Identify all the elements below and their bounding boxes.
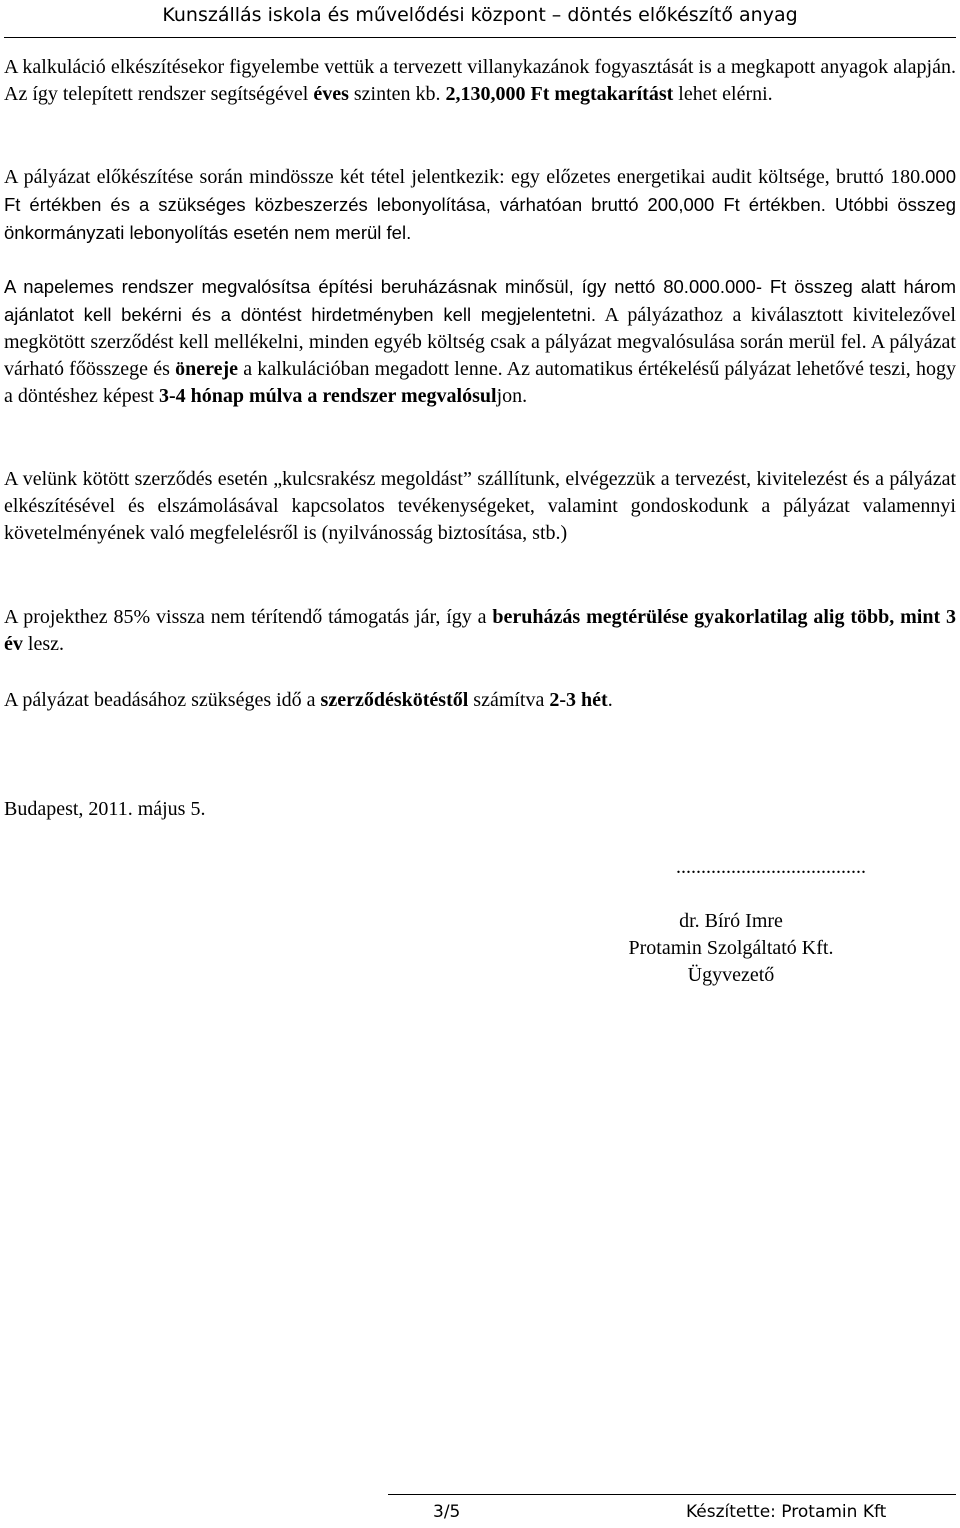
bold-run: 2-3 hét	[549, 689, 608, 711]
paragraph-turnkey	[4, 466, 956, 547]
paragraph-preparation-costs	[4, 163, 956, 247]
text-run: lehet elérni.	[673, 83, 773, 105]
text-run: .	[607, 689, 613, 711]
header-divider	[4, 37, 956, 38]
text-run: A pályázat előkészítése során mindössze két tétel jelentkezik: egy előzetes energetikai audit költsége, bruttó 180.	[4, 166, 926, 188]
signatory-role: Ügyvezető	[687, 964, 775, 986]
footer-divider	[388, 1494, 956, 1495]
bold-run: 3-4 hónap múlva a rendszer megvalósul	[158, 385, 497, 407]
text-run: jon.	[496, 385, 528, 407]
signature-line	[604, 854, 866, 881]
text-run: A napelemes rendszer megvalósítsa építési beruházásnak minősül, így nettó 80.000.000- Ft összeg alatt három ajánlatot kell bekérni és a döntést hirdetményben kell megjelentetni.	[4, 276, 956, 325]
bold-run: önereje	[175, 358, 239, 380]
paragraph-payback	[4, 604, 956, 658]
bold-run: szerződéskötéstől	[320, 689, 469, 711]
signature-dots: ......................................	[676, 856, 866, 878]
text-run: A kalkuláció elkészítésekor figyelembe vettük a tervezett villanykazánok fogyasztását is a megkapott anyagok alapján. Az így telepített rendszer segítségével	[4, 56, 956, 105]
page-number: 3/5	[433, 1502, 461, 1522]
signatory-name: dr. Bíró Imre	[679, 910, 783, 932]
text-run: A pályázathoz a kiválasztott kivitelezővel megkötött szerződést kell mellékelni, minden egyéb költség csak a pályázat megvalósulása során merül fel. A pályázat várható főösszege és	[4, 304, 956, 380]
place-and-date: Budapest, 2011. május 5.	[4, 798, 206, 820]
bold-run: 2,130,000 Ft megtakarítást	[445, 83, 674, 105]
bold-run: éves	[313, 83, 349, 105]
text-run: szinten kb.	[348, 83, 446, 105]
paragraph-procurement	[4, 273, 956, 410]
text-run: A pályázat beadásához szükséges idő a	[4, 689, 321, 711]
header-title: Kunszállás iskola és művelődési központ – döntés előkészítő anyag	[162, 4, 798, 26]
paragraph-submission-time	[4, 687, 956, 714]
text-run: lesz.	[22, 633, 64, 655]
signatory-company: Protamin Szolgáltató Kft.	[628, 937, 834, 959]
signatory-block	[600, 908, 862, 989]
bold-run: beruházás megtérülése gyakorlatilag alig több, mint 3 év	[4, 606, 957, 655]
running-header	[0, 0, 960, 28]
text-run: 000 Ft értékben és a szükséges közbeszerzés lebonyolítása, várhatóan bruttó 200,000 Ft értékben. Utóbbi összeg önkormányzati lebonyolítás esetén nem merül fel.	[4, 166, 956, 243]
text-run: számítva	[468, 689, 550, 711]
text-run: a kalkulációban megadott lenne. Az automatikus értékelésű pályázat lehetővé teszi, hogy a döntéshez képest	[4, 358, 956, 407]
paragraph-savings	[4, 54, 956, 108]
text-run: A projekthez 85% vissza nem térítendő támogatás jár, így a	[4, 606, 493, 628]
footer-author: Készítette: Protamin Kft	[686, 1502, 887, 1522]
text-run: A velünk kötött szerződés esetén „kulcsrakész megoldást” szállítunk, elvégezzük a tervezést, kivitelezést és a pályázat elkészítésével és elszámolásával kapcsolatos tevékenységeket, valamint gondoskodunk a pályázat valamennyi követelményének való megfelelésről is (nyilvánosság biztosítása, stb.)	[4, 468, 956, 544]
